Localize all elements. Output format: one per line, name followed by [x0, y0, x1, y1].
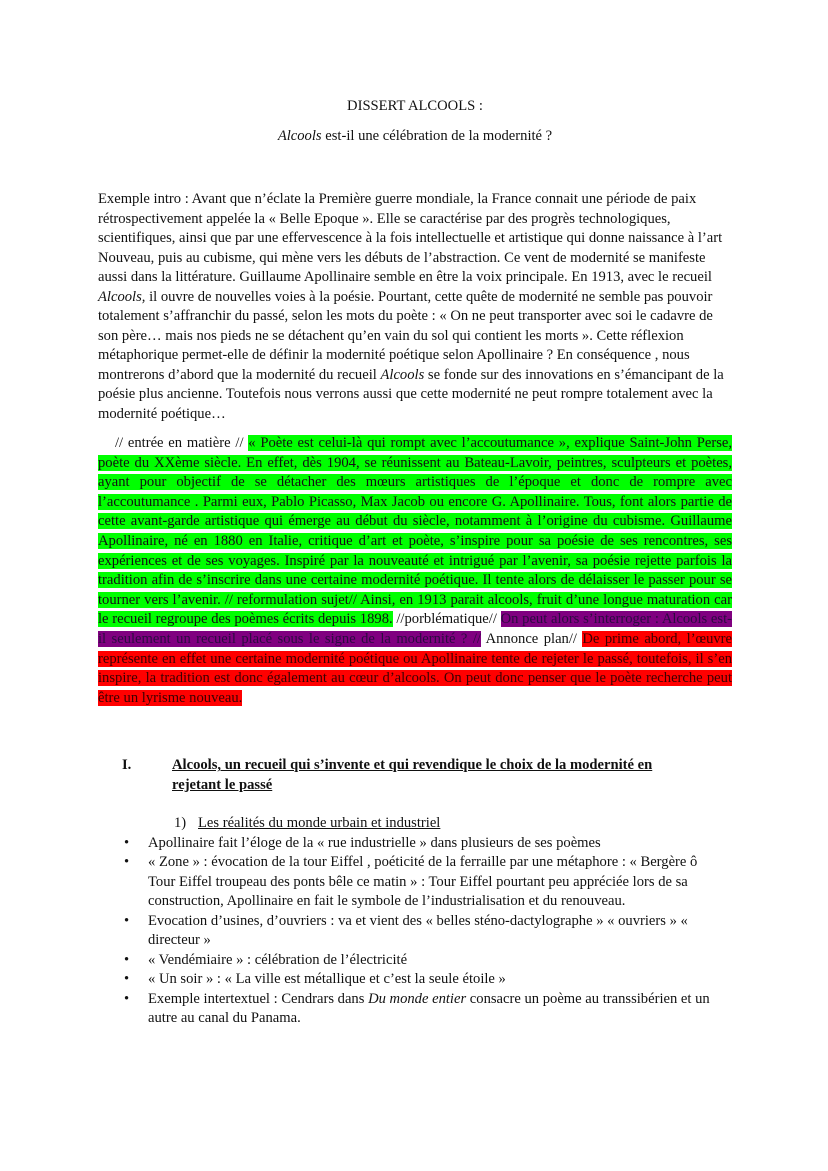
red-highlight-text: De prime abord, l’œuvre représente en effet une certaine modernité poétique ou Apollinaire tente de rejeter le passé, toutefois, il s’en inspire, la tradition est donc également au cœur d’alcools. On peut donc penser que le poète recherche peut être un lyrisme nouveau.	[98, 630, 733, 706]
intro-italic-2: Alcools	[380, 366, 425, 383]
list-item-text: consacre un poème au transsibérien et un autre au canal du Panama.	[148, 990, 710, 1027]
subsection-one-title: Les réalités du monde urbain et industriel	[198, 815, 441, 832]
list-item	[98, 853, 732, 912]
intro-paragraph	[98, 190, 732, 424]
bullet-icon: •	[124, 951, 130, 968]
subtitle-rest: est-il une célébration de la modernité ?	[321, 128, 553, 144]
document-title: DISSERT ALCOOLS :	[347, 98, 483, 114]
list-item	[98, 951, 732, 971]
label-annonce-plan: Annonce plan//	[485, 630, 583, 647]
bullet-icon: •	[124, 912, 130, 929]
intro-text-1: Exemple intro : Avant que n’éclate la Première guerre mondiale, la France connait une période de paix rétrospectivement appelée la « Belle Epoque ». Elle se caractérise par des progrès technologiques, scientifiques, ainsi que par une effervescence à la fois intellectuelle et artistique qui donne naissance à l’art Nouveau, puis au cubisme, qui mène vers les débuts de l’abstraction. Ce vent de modernité se manifeste aussi dans la littérature. Guillaume Apollinaire semble en être la voix principale. En 1913, avec le recueil	[98, 191, 723, 285]
bullet-icon: •	[124, 971, 130, 988]
intro-text-2: il ouvre de nouvelles voies à la poésie. Pourtant, cette quête de modernité ne semble pas pouvoir totalement s’affranchir du passé, selon les mots du poète : « On ne peut transporter avec soi le cadavre de son père… mais nos pieds ne se détachent qu’en vain du sol qui contient les morts ». Cette réflexion métaphorique permet-elle de définir la modernité poétique selon Apollinaire ? En conséquence , nous montrerons d’abord que la modernité du recueil	[98, 288, 713, 383]
document-page	[98, 97, 732, 1029]
list-item-text: Exemple intertextuel : Cendrars dans	[148, 990, 369, 1007]
green-highlight-text: « Poète est celui-là qui rompt avec l’accoutumance », explique Saint-John Perse, poète du XXème siècle. En effet, dès 1904, se réunissent au Bateau-Lavoir, peintres, sculpteurs et poètes, ayant pour objectif de se détacher des mœurs artistiques de l’époque et donc de rompre avec l’accoutumance . Parmi eux, Pablo Picasso, Max Jacob ou encore G. Apollinaire. Tous, font alors partie de cette avant-garde artistique qui émerge au début du siècle, notamment à l’origine du cubisme. Guillaume Apollinaire, né en 1880 en Italie, critique d’art et poète, s’inspire pour sa poésie de ses rencontres, ses expériences et de ses voyages. Inspiré par la nouveauté et intrigué par l’avenir, sa poésie rejette parfois la tradition afin de s’inscrire dans une certaine modernité poétique. Il tente alors de délaisser le passer pour se tourner vers l’avenir. // reformulation sujet// Ainsi, en 1913 parait alcools, fruit d’une longue maturation car le recueil regroupe des poèmes écrits depuis 1898.	[98, 435, 732, 628]
document-subtitle	[98, 127, 732, 146]
list-item	[98, 970, 732, 990]
list-item-text: Evocation d’usines, d’ouvriers : va et vient des « belles sténo-dactylographe » « ouvriers » « directeur »	[148, 912, 688, 949]
list-item-text: Apollinaire fait l’éloge de la « rue industrielle » dans plusieurs de ses poèmes	[148, 834, 601, 851]
bullet-icon: •	[124, 990, 130, 1007]
bullet-icon: •	[124, 854, 130, 871]
bullet-list	[98, 834, 732, 1029]
intro-text-3: se fonde sur des innovations en s’émancipant de la poésie plus ancienne. Toutefois nous verrons aussi que cette modernité ne peut rompre totalement avec la modernité poétique…	[98, 366, 724, 422]
subtitle-italic: Alcools	[277, 128, 322, 144]
part-one-title: Alcools, un recueil qui s’invente et qui revendique le choix de la modernité en rejetant le passé	[172, 757, 653, 793]
list-item	[98, 834, 732, 854]
list-item	[98, 990, 732, 1029]
part-one-number: I.	[122, 757, 132, 774]
annotated-paragraph	[98, 434, 732, 708]
label-problematique: //porblématique//	[392, 611, 497, 628]
list-item	[98, 912, 732, 951]
list-item-text: « Un soir » : « La ville est métallique et c’est la seule étoile »	[148, 971, 506, 988]
subsection-one-number: 1)	[174, 815, 187, 832]
list-item-text: « Zone » : évocation de la tour Eiffel , poéticité de la ferraille par une métaphore : « Bergère ô Tour Eiffel troupeau des ponts bêle ce matin » : Tour Eiffel pourtant peu appréciée lors de sa construction, Apollinaire en fait le symbole de l’industrialisation et du renouveau.	[148, 854, 698, 910]
list-item-text: « Vendémiaire » : célébration de l’électricité	[148, 951, 408, 968]
bullet-icon: •	[124, 834, 130, 851]
intro-italic-1: Alcools,	[98, 288, 146, 305]
label-entree-en-matiere: // entrée en matière //	[115, 435, 249, 451]
part-one-heading	[98, 756, 732, 795]
list-item-italic: Du monde entier	[368, 990, 467, 1007]
subsection-one-heading	[174, 814, 732, 834]
purple-highlight-text: On peut alors s’interroger : Alcools est-il seulement un recueil placé sous le signe de la modernité ? //	[98, 611, 732, 647]
